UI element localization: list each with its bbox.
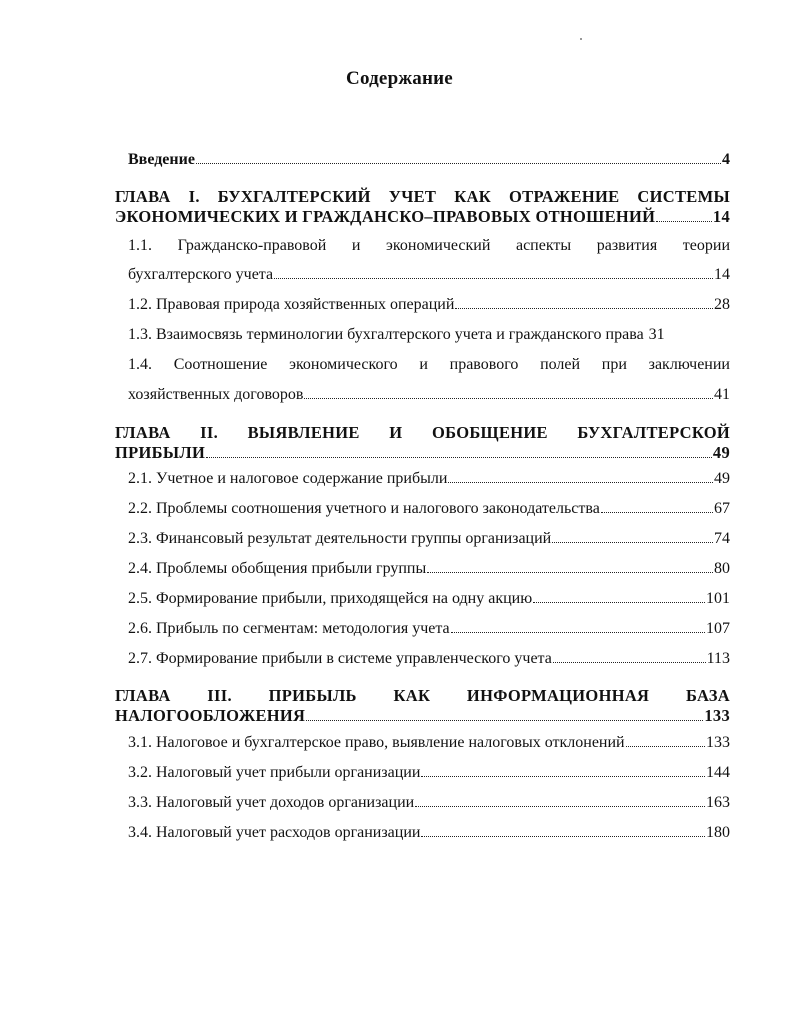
- toc-page-number: 180: [706, 824, 730, 841]
- dot-leader: [415, 793, 705, 807]
- toc-entry-3-3[interactable]: [128, 793, 730, 813]
- chapter-2-heading-line2[interactable]: [115, 443, 730, 463]
- toc-entry-label: 2.2. Проблемы соотношения учетного и налогового законодательства: [128, 500, 600, 517]
- toc-page-number: 14: [712, 207, 730, 226]
- dot-leader: [427, 559, 713, 573]
- dot-leader: [448, 469, 713, 483]
- toc-entry-1-3[interactable]: [128, 325, 730, 345]
- toc-entry-2-1[interactable]: [128, 469, 730, 489]
- toc-entry-label: 1.2. Правовая природа хозяйственных операций: [128, 296, 455, 313]
- toc-entry-label: 3.2. Налоговый учет прибыли организации: [128, 764, 421, 781]
- chapter-1-heading-line1[interactable]: ГЛАВА I. БУХГАЛТЕРСКИЙ УЧЕТ КАК ОТРАЖЕНИЕ СИСТЕМЫ: [115, 187, 730, 206]
- toc-entry-1-1-line2[interactable]: [128, 265, 730, 285]
- toc-entry-label: 3.3. Налоговый учет доходов организации: [128, 794, 415, 811]
- dot-leader: [626, 733, 705, 747]
- dot-leader: [306, 707, 703, 721]
- dot-leader: [421, 763, 705, 777]
- toc-entry-1-1-line1[interactable]: 1.1. Гражданско-правовой и экономический аспекты развития теории: [128, 237, 730, 254]
- toc-page-number: 80: [714, 560, 730, 577]
- toc-page-number: 49: [712, 443, 730, 462]
- toc-page-number: 107: [706, 620, 730, 637]
- toc-entry-3-2[interactable]: [128, 763, 730, 783]
- toc-entry-2-7[interactable]: [128, 649, 730, 669]
- toc-page-number: 31: [648, 326, 665, 343]
- toc-page-number: 74: [714, 530, 730, 547]
- toc-entry-label: Введение: [128, 151, 195, 168]
- toc-entry-label: бухгалтерского учета: [128, 266, 274, 283]
- toc-entry-label: ПРИБЫЛИ: [115, 443, 206, 462]
- toc-entry-2-3[interactable]: [128, 529, 730, 549]
- toc-entry-1-4-line1[interactable]: 1.4. Соотношение экономического и правового полей при заключении: [128, 356, 730, 373]
- dot-leader: [533, 589, 705, 603]
- toc-entry-label: 3.1. Налоговое и бухгалтерское право, выявление налоговых отклонений: [128, 734, 625, 751]
- toc-entry-label: ЭКОНОМИЧЕСКИХ И ГРАЖДАНСКО–ПРАВОВЫХ ОТНОШЕНИЙ: [115, 207, 656, 226]
- dot-leader: [196, 150, 721, 164]
- toc-entry-1-2[interactable]: [128, 295, 730, 315]
- dot-leader: [274, 265, 713, 279]
- toc-entry-3-4[interactable]: [128, 823, 730, 843]
- toc-entry-label: 1.3. Взаимосвязь терминологии бухгалтерского учета и гражданского права: [128, 326, 644, 343]
- toc-entry-2-5[interactable]: [128, 589, 730, 609]
- toc-entry-label: хозяйственных договоров: [128, 386, 304, 403]
- dot-leader: [601, 499, 713, 513]
- dot-leader: [552, 529, 713, 543]
- toc-page-number: 133: [706, 734, 730, 751]
- toc-page-number: 101: [706, 590, 730, 607]
- toc-page-number: 144: [706, 764, 730, 781]
- toc-page-number: 41: [714, 386, 730, 403]
- chapter-3-heading-line2[interactable]: [115, 706, 730, 726]
- toc-entry-label: 2.1. Учетное и налоговое содержание прибыли: [128, 470, 448, 487]
- dot-leader: [553, 649, 706, 663]
- dot-leader: [451, 619, 705, 633]
- dot-leader: [656, 208, 712, 222]
- toc-page-number: 4: [722, 151, 730, 168]
- chapter-3-heading-line1[interactable]: ГЛАВА III. ПРИБЫЛЬ КАК ИНФОРМАЦИОННАЯ БАЗА: [115, 686, 730, 705]
- dot-leader: [421, 823, 705, 837]
- toc-entry-intro[interactable]: [128, 150, 730, 170]
- toc-entry-3-1[interactable]: [128, 733, 730, 753]
- toc-entry-label: НАЛОГООБЛОЖЕНИЯ: [115, 706, 306, 725]
- toc-page-number: 163: [706, 794, 730, 811]
- toc-entry-label: 2.4. Проблемы обобщения прибыли группы: [128, 560, 427, 577]
- chapter-2-heading-line1[interactable]: ГЛАВА II. ВЫЯВЛЕНИЕ И ОБОБЩЕНИЕ БУХГАЛТЕРСКОЙ: [115, 423, 730, 442]
- page-title: Содержание: [346, 68, 453, 89]
- toc-page-number: 28: [714, 296, 730, 313]
- chapter-1-heading-line2[interactable]: [115, 207, 730, 227]
- toc-entry-label: 3.4. Налоговый учет расходов организации: [128, 824, 421, 841]
- toc-entry-label: 2.6. Прибыль по сегментам: методология учета: [128, 620, 450, 637]
- toc-entry-2-6[interactable]: [128, 619, 730, 639]
- toc-entry-label: 2.5. Формирование прибыли, приходящейся на одну акцию: [128, 590, 533, 607]
- dot-leader: [304, 385, 713, 399]
- toc-entry-2-4[interactable]: [128, 559, 730, 579]
- toc-page-number: 14: [714, 266, 730, 283]
- toc-entry-1-4-line2[interactable]: [128, 385, 730, 405]
- dot-leader: [206, 444, 712, 458]
- toc-page-number: 133: [704, 706, 730, 725]
- dot-leader: [455, 295, 713, 309]
- toc-page-number: 49: [714, 470, 730, 487]
- toc-entry-2-2[interactable]: [128, 499, 730, 519]
- toc-page-number: 67: [714, 500, 730, 517]
- toc-page-number: 113: [706, 650, 730, 667]
- toc-entry-label: 2.3. Финансовый результат деятельности группы организаций: [128, 530, 552, 547]
- toc-entry-label: 2.7. Формирование прибыли в системе управленческого учета: [128, 650, 552, 667]
